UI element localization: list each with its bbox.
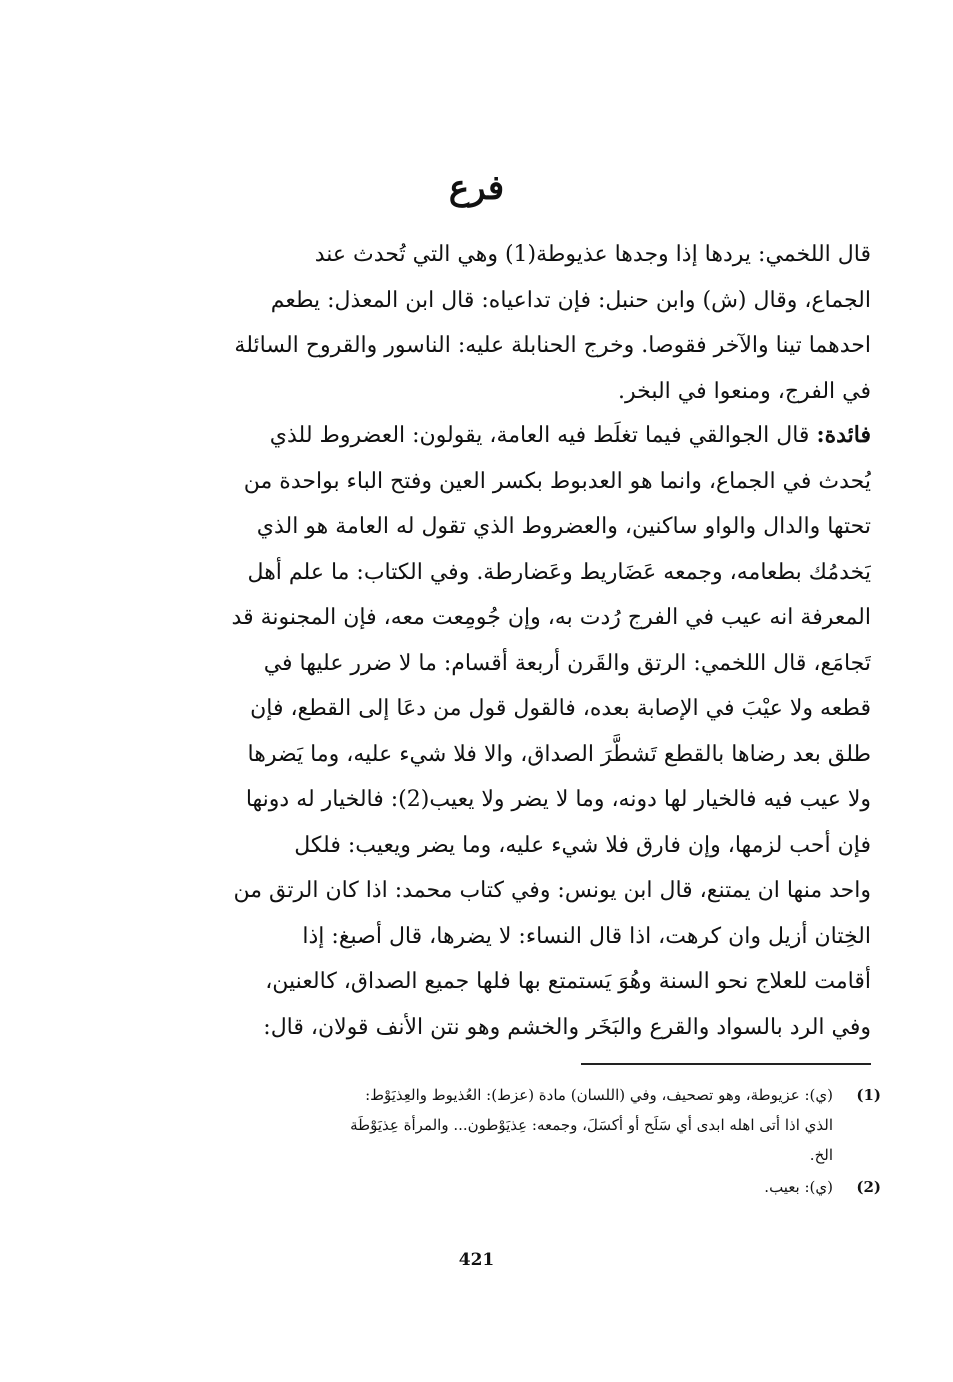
faida-label: فائدة: — [816, 422, 871, 448]
paragraph-line: في الفرج، ومنعوا في البخر. — [618, 378, 871, 404]
paragraph-1 — [165, 232, 871, 414]
footnote-line: الخ. — [809, 1146, 833, 1164]
paragraph-line: الخِتان أزيل وان كرهت، اذا قال النساء: لا يضرها، قال أصبغ: إذا — [302, 923, 871, 949]
paragraph-line-text: قال الجوالقي فيما تغلَط فيه العامة، يقولون: العضروط للذي — [269, 423, 810, 448]
footnote-body — [191, 1080, 833, 1170]
footnote-line: (ي): بعيب. — [764, 1178, 833, 1196]
paragraph-line: المعرفة انه عيب في الفرج رُدت به، وإن جُومِعت معه، فإن المجنونة قد — [231, 605, 871, 630]
footnote-number: (1) — [856, 1086, 881, 1104]
paragraph-line: فإن أحب لزمها، وإن فارق فلا شيء عليه، وما يضر ويعيب: فلكل — [294, 832, 871, 858]
section-heading: فرع — [448, 168, 505, 208]
paragraph-line: الجماع، وقال (ش) وابن حنبل: فإن تداعياه: قال ابن المعذل: يطعم — [270, 287, 871, 313]
footnote-number: (2) — [856, 1178, 881, 1196]
footnote-line: الذي اذا أتى اهله ابدى أي سَلَح أو أكسَلَ، وجمعه: عِذيَوْطون... والمرأة عِذيَوْطَة — [350, 1116, 833, 1134]
paragraph-line-first — [165, 413, 871, 459]
paragraph-line: قطعه ولا عيْبَ في الإصابة بعده، فالقول قول من دعَا إلى القطع، فإن — [250, 696, 871, 721]
footnote-2 — [191, 1172, 881, 1202]
paragraph-line: قال اللخمي: يردها إذا وجدها عذيوطة(1) وهي التي تُحدث عند — [314, 242, 871, 267]
footnote-divider — [581, 1063, 871, 1065]
page-number: 421 — [458, 1250, 495, 1270]
paragraph-line: احدهما تينا والآخر فقوصا. وخرج الحنابلة عليه: الناسور والقروح السائلة — [234, 333, 871, 358]
paragraph-2 — [165, 413, 871, 1050]
footnotes — [191, 1080, 881, 1202]
footnote-body — [191, 1172, 833, 1202]
footnote-line: (ي): عزيوطة، وهو تصحيف، وفي (اللسان) مادة (عزط): العُذيوط والعِذيَوْط: — [365, 1086, 833, 1104]
paragraph-line: تحتها والدال والواو ساكنين، والعضروط الذي تقول له العامة هو الذي — [256, 514, 871, 539]
paragraph-line: تَجامَع، قال اللخمي: الرتق والقَرن أربعة أقسام: ما لا ضرر عليها في — [263, 650, 871, 676]
paragraph-line: واحد منها ان يمتنع، قال ابن يونس: وفي كتاب محمد: اذا كان الرتق من — [233, 878, 871, 903]
paragraph-line: أقامت للعلاج نحو السنة وهُوَ يَستمتع بها فلها جميع الصداق، كالعنين، — [265, 969, 871, 994]
paragraph-line: يَخدمُك بطعامه، وجمعه عَضَاريط وعَضارطة. وفي الكتاب: ما علم أهل — [247, 559, 871, 585]
paragraph-line: طلق بعد رضاها بالقطع تَشطَّرَ الصداق، والا فلا شيء عليه، وما يَضرها — [247, 741, 871, 767]
paragraph-line: يُحدث في الجماع، وانما هو العدبوط بكسر العين وفتح الباء بواحدة من — [243, 468, 871, 494]
paragraph-line: ولا عيب فيه فالخيار لها دونه، وما لا يضر ولا يعيب(2): فالخيار له دونها — [245, 787, 871, 812]
footnote-1 — [191, 1080, 881, 1170]
paragraph-line: وفي الرد بالسواد والقرع والبَخَر والخشم وهو نتن الأنف قولان، قال: — [263, 1014, 871, 1040]
